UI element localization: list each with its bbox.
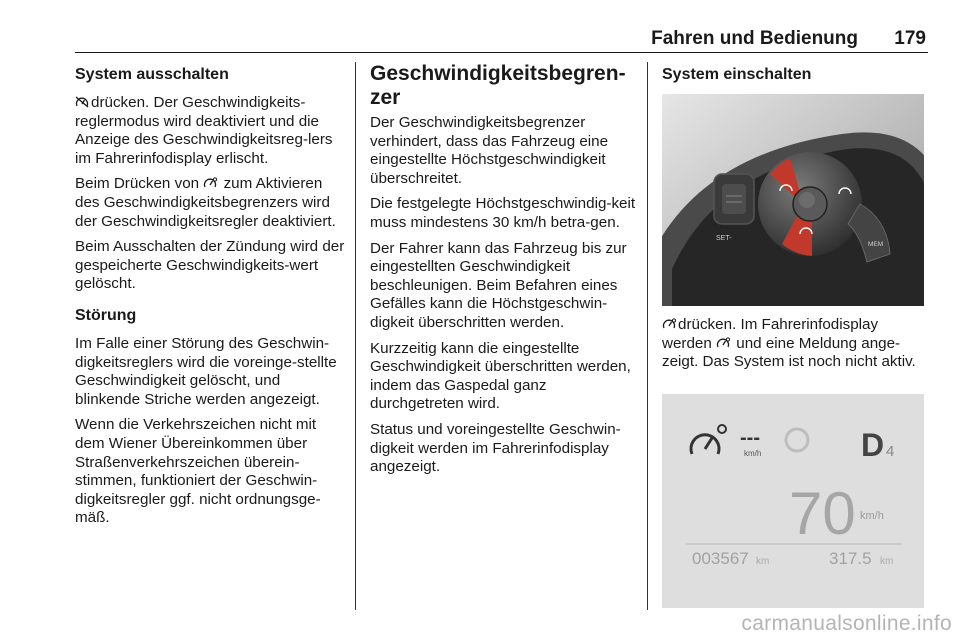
column-divider: [647, 62, 648, 610]
trip-distance: 317.5: [829, 548, 872, 568]
watermark: carmanualsonline.info: [741, 612, 952, 635]
heading-system-off: System ausschalten: [75, 66, 229, 83]
paragraph: drücken. Der Geschwindigkeits-reglermodus wird deaktiviert und die Anzeige des Geschwindigkeitsreg-lers im Fahrerinfodisplay erlischt.: [75, 94, 333, 167]
page-header: [75, 22, 928, 53]
paragraph: drücken. Im Fahrerinfodisplay werden und eine Meldung ange-zeigt. Das System ist noch nicht aktiv.: [662, 316, 916, 371]
paragraph: Die festgelegte Höchstgeschwindig-keit muss mindestens 30 km/h betra-gen.: [370, 195, 636, 231]
steering-wheel-controls-photo: [662, 94, 924, 306]
set-label: SET-: [716, 235, 732, 242]
column-divider: [355, 62, 356, 610]
speed-unit: km/h: [860, 509, 884, 522]
trip-unit: km: [880, 555, 894, 567]
current-speed: 70: [789, 479, 856, 547]
paragraph: Der Fahrer kann das Fahrzeug bis zur eingestellten Geschwindigkeit beschleunigen. Beim Befahren eines Gefälles kann die Höchstgeschwin-digkeit überschritten werden.: [370, 239, 627, 331]
heading-malfunction: Störung: [75, 306, 137, 324]
driver-info-display: [662, 394, 924, 608]
column-left: [75, 62, 347, 535]
paragraph: Beim Drücken von zum Aktivieren des Geschwindigkeitsbegrenzers wird der Geschwindigkeitsregler deaktiviert.: [75, 175, 336, 230]
paragraph: Beim Ausschalten der Zündung wird der gespeicherte Geschwindigkeits-wert gelöscht.: [75, 238, 345, 293]
paragraph: Status und voreingestellte Geschwin-digkeit werden im Fahrerinfodisplay angezeigt.: [370, 420, 621, 476]
set-speed-unit: km/h: [744, 448, 762, 458]
res-label: RES+: [710, 163, 729, 170]
heading-speed-limiter: Geschwindigkeitsbegren-zer: [370, 62, 626, 109]
mem-label: MEM: [868, 241, 884, 248]
section-title: Fahren und Bedienung: [651, 28, 858, 49]
paragraph: Der Geschwindigkeitsbegrenzer verhindert, dass das Fahrzeug eine eingestellte Höchstgeschwindigkeit überschreitet.: [370, 114, 609, 187]
odometer-unit: km: [756, 555, 770, 567]
speed-limiter-icon: [203, 177, 217, 189]
gear-number: 4: [886, 442, 895, 460]
paragraph: Wenn die Verkehrszeichen nicht mit dem Wiener Übereinkommen über Straßenverkehrszeichen überein-stimmen, funktioniert der Geschwin-digkeitsregler ggf. nicht ordnungsge-mäß.: [75, 416, 321, 527]
page-number: 179: [894, 28, 926, 49]
speed-limiter-off-icon: [75, 96, 89, 108]
set-speed-dashes: ---: [740, 426, 760, 449]
speed-limiter-icon: [662, 318, 676, 330]
paragraph: Im Falle einer Störung des Geschwin-digkeitsreglers wird die voreinge-stellte Geschwindigkeit gelöscht, und blinkende Striche werden angezeigt.: [75, 334, 337, 408]
gear-indicator: D: [861, 426, 885, 463]
paragraph: Kurzzeitig kann die eingestellte Geschwindigkeit überschritten werden, indem das Gaspedal ganz durchgetreten wird.: [370, 339, 631, 413]
heading-system-on: System einschalten: [662, 66, 812, 83]
column-middle: [370, 62, 636, 484]
speed-limiter-icon: [716, 337, 730, 349]
odometer: 003567: [692, 548, 749, 568]
column-right: [662, 62, 928, 608]
